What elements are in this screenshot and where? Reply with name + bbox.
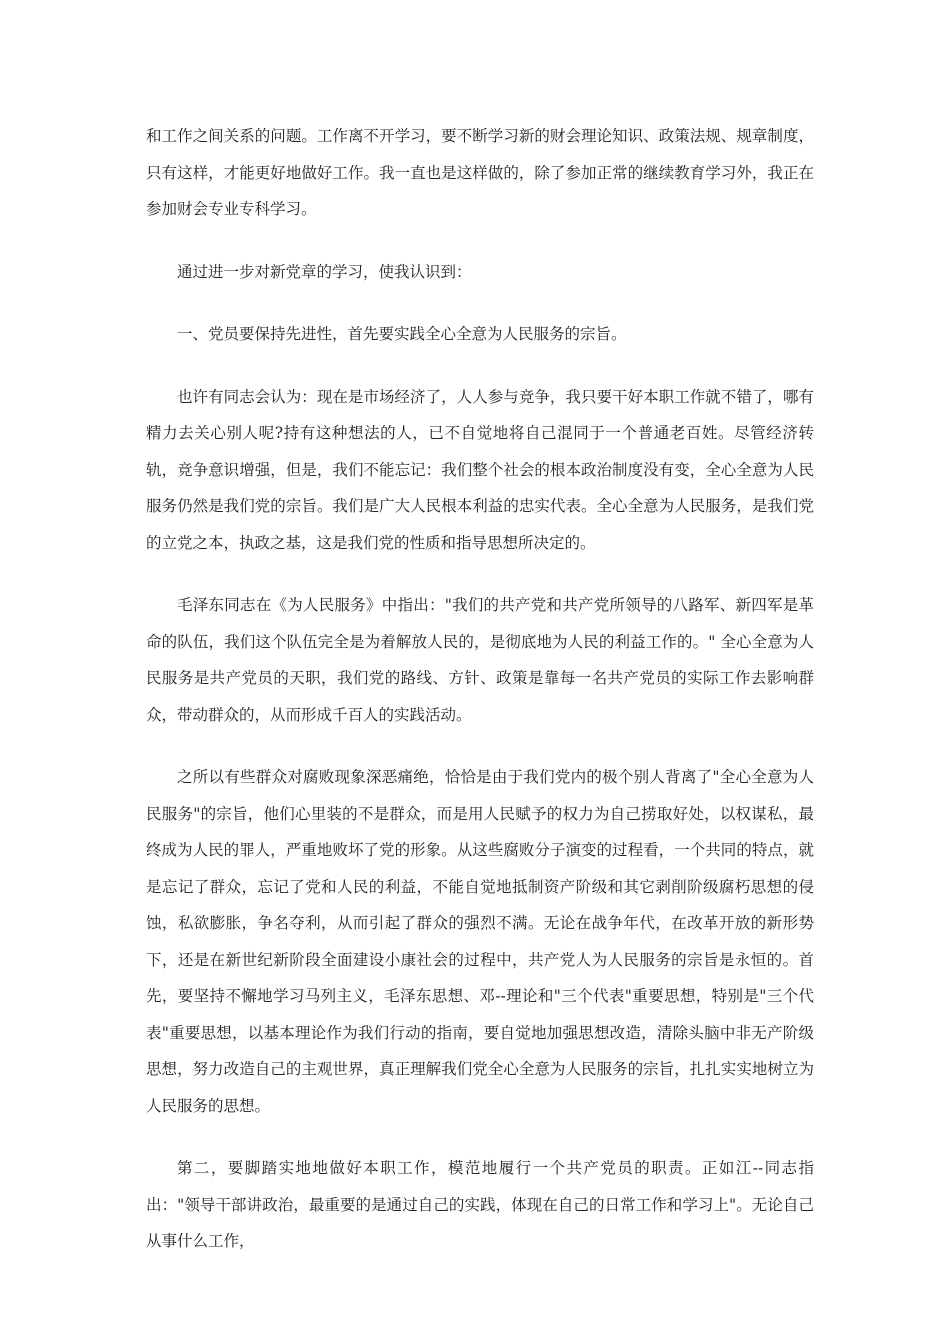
paragraph-2: 通过进一步对新党章的学习，使我认识到：	[177, 262, 472, 281]
paragraph-5: 毛泽东同志在《为人民服务》中指出："我们的共产党和共产党所领导的八路军、新四军是革命的队伍，我们这个队伍完全是为着解放人民的，是彻底地为人民的利益工作的。" 全心全意为人民服务是共产党员的天职，我们党的路线、方针、政策是靠每一名共产党员的实际工作去影响群众，带动群众的，从而形成千百人的实践活动。	[146, 596, 814, 724]
document-body	[146, 118, 814, 1260]
paragraph-1: 和工作之间关系的问题。工作离不开学习，要不断学习新的财会理论知识、政策法规、规章制度，只有这样，才能更好地做好工作。我一直也是这样做的，除了参加正常的继续教育学习外，我正在参加财会专业专科学习。	[146, 127, 814, 218]
paragraph-6: 之所以有些群众对腐败现象深恶痛绝，恰恰是由于我们党内的极个别人背离了"全心全意为人民服务"的宗旨，他们心里装的不是群众，而是用人民赋予的权力为自己捞取好处，以权谋私，最终成为人民的罪人，严重地败坏了党的形象。从这些腐败分子演变的过程看，一个共同的特点，就是忘记了群众，忘记了党和人民的利益，不能自觉地抵制资产阶级和其它剥削阶级腐朽思想的侵蚀，私欲膨胀，争名夺利，从而引起了群众的强烈不满。无论在战争年代，在改革开放的新形势下，还是在新世纪新阶段全面建设小康社会的过程中，共产党人为人民服务的宗旨是永恒的。首先，要坚持不懈地学习马列主义，毛泽东思想、邓--理论和"三个代表"重要思想，特别是"三个代表"重要思想，以基本理论作为我们行动的指南，要自觉地加强思想改造，清除头脑中非无产阶级思想，努力改造自己的主观世界，真正理解我们党全心全意为人民服务的宗旨，扎扎实实地树立为人民服务的思想。	[146, 768, 814, 1115]
paragraph-7: 第二，要脚踏实地地做好本职工作，模范地履行一个共产党员的职责。正如江--同志指出："领导干部讲政治，最重要的是通过自己的实践，体现在自己的日常工作和学习上"。无论自己从事什么工作，	[146, 1159, 814, 1250]
paragraph-3: 一、党员要保持先进性，首先要实践全心全意为人民服务的宗旨。	[177, 325, 627, 343]
paragraph-4: 也许有同志会认为：现在是市场经济了，人人参与竞争，我只要干好本职工作就不错了，哪有精力去关心别人呢?持有这种想法的人，已不自觉地将自己混同于一个普通老百姓。尽管经济转轨，竞争意识增强，但是，我们不能忘记：我们整个社会的根本政治制度没有变，全心全意为人民服务仍然是我们党的宗旨。我们是广大人民根本利益的忠实代表。全心全意为人民服务，是我们党的立党之本，执政之基，这是我们党的性质和指导思想所决定的。	[146, 387, 814, 552]
